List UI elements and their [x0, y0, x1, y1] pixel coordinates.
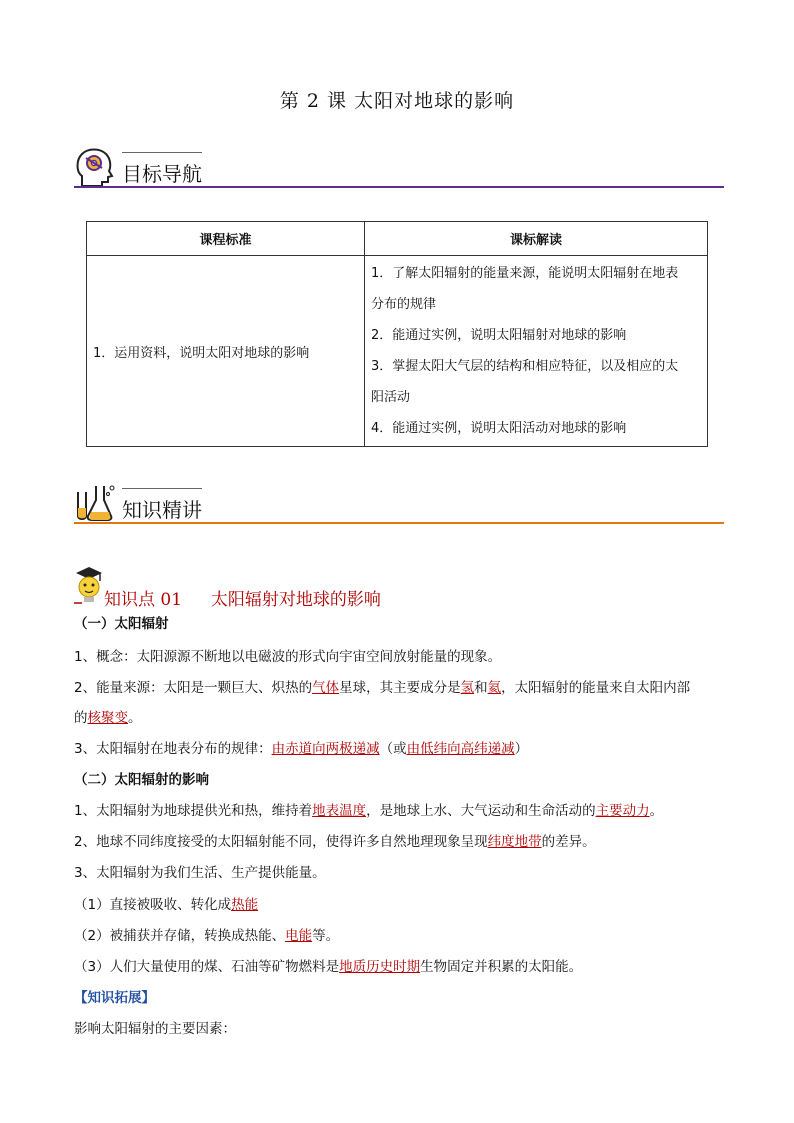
paragraph-sub-1: （1）直接被吸收、转化成热能: [74, 897, 259, 913]
answer-blank: 气体: [312, 680, 340, 696]
answer-blank: 由赤道向两极递减: [271, 741, 380, 757]
subheading-radiation-impact: （二）太阳辐射的影响: [74, 772, 209, 788]
knowledge-point-number: 知识点 01: [104, 590, 183, 610]
answer-blank: 纬度地带: [487, 834, 542, 850]
paragraph-impact-2: 2、地球不同纬度接受的太阳辐射能不同，使得许多自然地理现象呈现纬度地带的差异。: [74, 834, 596, 850]
answer-blank: 地质历史时期: [339, 959, 421, 975]
interpretation-line: 3．掌握太阳大气层的结构和相应特征，以及相应的太: [371, 359, 679, 374]
head-gear-icon: [74, 146, 114, 188]
section-header-knowledge: [74, 482, 724, 526]
interpretation-line: 1．了解太阳辐射的能量来源，能说明太阳辐射在地表: [371, 266, 679, 281]
section-header-goals: [74, 146, 724, 190]
answer-blank: 热能: [231, 897, 259, 913]
paragraph-energy-source: 2、能量来源：太阳是一颗巨大、炽热的气体星球，其主要成分是氢和氦，太阳辐射的能量来自太阳内部: [74, 680, 691, 696]
paragraph-concept: 1、概念：太阳源源不断地以电磁波的形式向宇宙空间放射能量的现象。: [74, 649, 502, 665]
subheading-solar-radiation: （一）太阳辐射: [74, 616, 169, 632]
graduate-bulb-icon: [72, 565, 106, 607]
interpretation-line: 4．能通过实例，说明太阳活动对地球的影响: [371, 421, 627, 436]
knowledge-point-title: 太阳辐射对地球的影响: [210, 590, 381, 610]
table-header: 课标解读: [365, 222, 708, 256]
knowledge-point-heading: [104, 585, 381, 610]
paragraph-impact-1: 1、太阳辐射为地球提供光和热，维持着地表温度，是地球上水、大气运动和生命活动的主要动力。: [74, 803, 664, 819]
answer-blank: 电能: [285, 928, 313, 944]
table-header-row: [87, 222, 708, 256]
extension-tag: 【知识拓展】: [74, 990, 155, 1006]
paragraph-impact-3: 3、太阳辐射为我们生活、生产提供能量。: [74, 865, 326, 881]
table-row: [87, 256, 708, 447]
section-divider: [74, 522, 724, 524]
answer-blank: 氢: [460, 680, 475, 696]
table-cell-interpretation: [365, 256, 708, 447]
paragraph-sub-3: （3）人们大量使用的煤、石油等矿物燃料是地质历史时期生物固定并积累的太阳能。: [74, 959, 583, 975]
interpretation-line: 阳活动: [371, 390, 411, 405]
table-cell-standard: 1．运用资料，说明太阳对地球的影响: [87, 256, 365, 447]
interpretation-line: 2．能通过实例，说明太阳辐射对地球的影响: [371, 328, 627, 343]
curriculum-table: [86, 221, 708, 447]
answer-blank: 地表温度: [312, 803, 367, 819]
section-label-goals: 目标导航: [122, 162, 202, 186]
paragraph-sub-2: （2）被捕获并存储，转换成热能、电能等。: [74, 928, 340, 944]
section-label-knowledge: 知识精讲: [122, 498, 202, 522]
table-header: 课程标准: [87, 222, 365, 256]
answer-blank: 主要动力: [595, 803, 650, 819]
section-divider: [74, 186, 724, 188]
extension-text: 影响太阳辐射的主要因素：: [74, 1021, 236, 1037]
page-title: 第 2 课 太阳对地球的影响: [279, 90, 515, 112]
answer-blank: 氦: [487, 680, 502, 696]
interpretation-line: 分布的规律: [371, 297, 437, 312]
lab-flask-icon: [74, 482, 118, 522]
paragraph-energy-source-cont: 的核聚变。: [74, 710, 142, 726]
answer-blank: 由低纬向高纬递减: [406, 741, 515, 757]
paragraph-distribution: 3、太阳辐射在地表分布的规律：由赤道向两极递减（或由低纬向高纬递减）: [74, 741, 529, 757]
answer-blank: 核聚变: [87, 710, 128, 726]
